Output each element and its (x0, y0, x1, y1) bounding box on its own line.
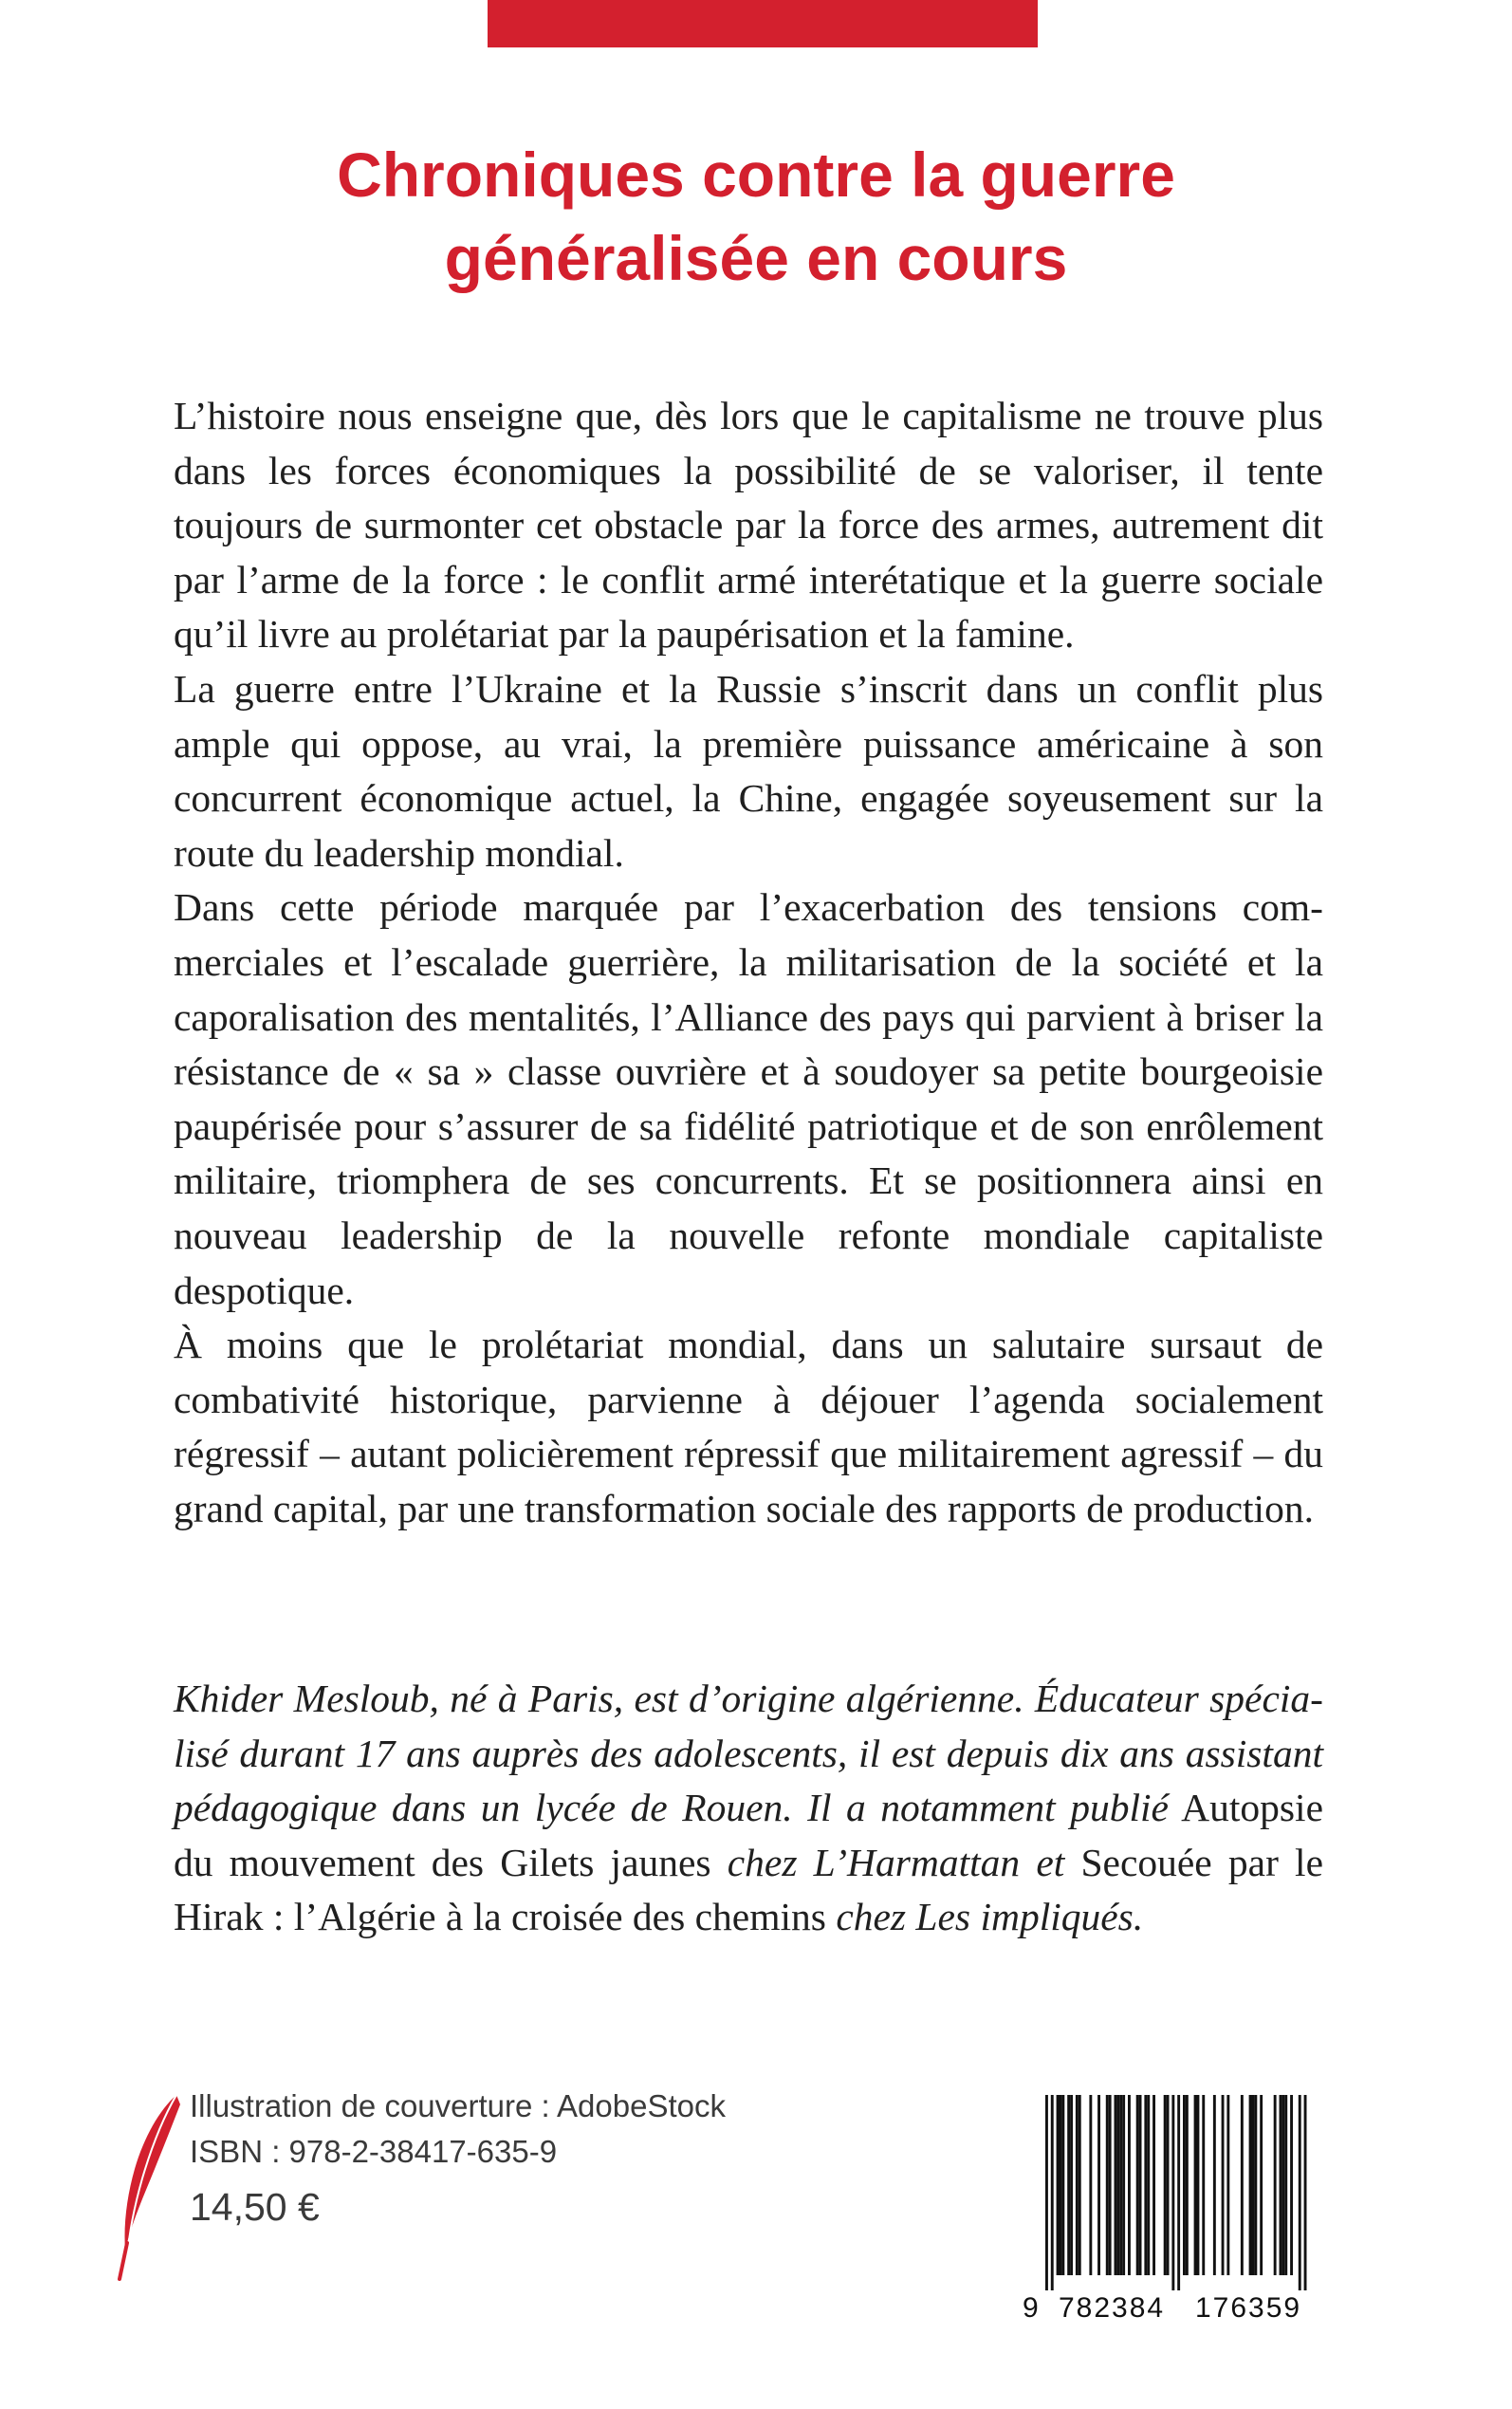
barcode-left-group: 782384 (1059, 2292, 1166, 2324)
barcode-first-digit: 9 (1023, 2292, 1039, 2324)
barcode-bar (1282, 2095, 1284, 2275)
barcode-bar (1147, 2095, 1150, 2275)
author-bio-text-2: chez L’Harmattan et (727, 1840, 1065, 1884)
barcode-bars-icon (1023, 2095, 1324, 2294)
barcode-bar (1274, 2095, 1277, 2275)
barcode-bar (1202, 2095, 1205, 2275)
barcode-bar (1167, 2095, 1170, 2275)
summary-paragraph-3: Dans cette période marquée par l’exacerbation des tensions commerciales et l’escalade guerrière, la militarisation de la société et la caporalisation des mentalités, l’Alliance des pays qui parvient à briser la résistance de « sa » classe ouvrière et à soudoyer sa petite bourgeoisie paupérisée pour s’assurer de sa fidélité patriotique et de son enrôlement militaire, triomphera de ses concurrents. Et se positionnera ainsi en nouveau leadership de la nouvelle refonte mondiale capitaliste despotique. (174, 885, 1323, 1312)
barcode-bar (1164, 2095, 1167, 2275)
book-title-line-2: généralisée en cours (444, 223, 1068, 293)
barcode-bar (1115, 2095, 1117, 2275)
author-bio-text-1: Khider Mesloub, né à Paris, est d’origine algérienne. Éducateur spécialisé durant 17 ans auprès des adolescents, il est depuis dix ans assistant pédagogique dans un lycée de Rouen. Il a notamment publié (174, 1677, 1323, 1830)
author-bio (174, 1672, 1323, 1945)
barcode-bar (1060, 2095, 1062, 2275)
book-title-line-1: Chroniques contre la guerre (337, 139, 1175, 210)
barcode-bar (1070, 2095, 1073, 2275)
barcode-bar (1290, 2095, 1293, 2275)
barcode-bar (1186, 2095, 1189, 2275)
barcode-bar (1097, 2095, 1100, 2275)
summary-paragraph-1: L’histoire nous enseigne que, dès lors que le capitalisme ne trouve plus dans les forces économiques la possibilité de se valoriser, il tente toujours de surmonter cet obstacle par la force des armes, autrement dit par l’arme de la force : le conflit armé interétatique et la guerre sociale qu’il livre au prolétariat par la paupérisation et la famine. (174, 394, 1323, 657)
summary-paragraph-2: La guerre entre l’Ukraine et la Russie s’inscrit dans un conflit plus ample qui oppose, au vrai, la première puissance américaine à son concurrent économique actuel, la Chine, engagée soyeusement sur la route du leadership mondial. (174, 666, 1323, 875)
barcode-bar (1222, 2095, 1225, 2275)
barcode-bar (1183, 2095, 1186, 2275)
summary-paragraph-4: À moins que le prolétariat mondial, dans un salutaire sursaut de combativité historique, parvienne à déjouer l’agenda socialement régressif – autant policièrement répressif que militairement agressif – du grand capital, par une transformation sociale des rapports de production. (174, 1323, 1323, 1530)
barcode-bar (1194, 2095, 1197, 2275)
barcode-bar (1226, 2095, 1229, 2275)
barcode-bar (1139, 2095, 1142, 2275)
barcode-bar (1177, 2095, 1180, 2290)
barcode-bar (1241, 2095, 1244, 2275)
barcode-bar (1254, 2095, 1257, 2275)
barcode-bar (1252, 2095, 1255, 2275)
barcode-bar (1051, 2095, 1054, 2290)
barcode-bar (1299, 2095, 1301, 2290)
barcode-bar (1122, 2095, 1125, 2275)
barcode-bar (1109, 2095, 1112, 2275)
barcode-bar (1249, 2095, 1252, 2275)
feather-logo-icon (110, 2091, 186, 2281)
barcode-bar (1144, 2095, 1147, 2275)
barcode-bar (1076, 2095, 1079, 2275)
barcode-bar (1260, 2095, 1263, 2275)
barcode-bar (1045, 2095, 1048, 2290)
barcode-bar (1171, 2095, 1174, 2290)
barcode-bar (1284, 2095, 1287, 2275)
publication-info (190, 2084, 726, 2239)
barcode-right-group: 176359 (1195, 2292, 1302, 2324)
barcode-bar (1067, 2095, 1070, 2275)
barcode-bar (1136, 2095, 1139, 2275)
book-title (114, 133, 1398, 300)
author-bio-book-1: Autopsie du mouvement des Gilets jaunes (174, 1786, 1323, 1884)
barcode-bar (1116, 2095, 1119, 2275)
author-bio-text-3: chez Les impliqués. (836, 1895, 1144, 1939)
barcode-bar (1057, 2095, 1060, 2275)
barcode-bar (1152, 2095, 1155, 2275)
isbn: ISBN : 978-2-38417-635-9 (190, 2134, 558, 2169)
top-red-bar (488, 0, 1038, 47)
barcode-bar (1079, 2095, 1081, 2275)
back-cover-summary (174, 389, 1323, 1536)
barcode-bar (1304, 2095, 1307, 2290)
isbn-barcode (1023, 2095, 1324, 2344)
price: 14,50 € (190, 2185, 320, 2229)
barcode-bar (1213, 2095, 1216, 2275)
barcode-bar (1061, 2095, 1064, 2275)
barcode-bar (1128, 2095, 1131, 2275)
author-bio-book-2: Secouée par le Hirak : l’Algérie à la croisée des chemins (174, 1840, 1324, 1939)
barcode-bar (1089, 2095, 1092, 2275)
barcode-bar (1280, 2095, 1282, 2275)
illustration-credit: Illustration de couverture : AdobeStock (190, 2088, 726, 2123)
barcode-bar (1106, 2095, 1109, 2275)
barcode-bar (1197, 2095, 1200, 2275)
barcode-bar (1119, 2095, 1122, 2275)
